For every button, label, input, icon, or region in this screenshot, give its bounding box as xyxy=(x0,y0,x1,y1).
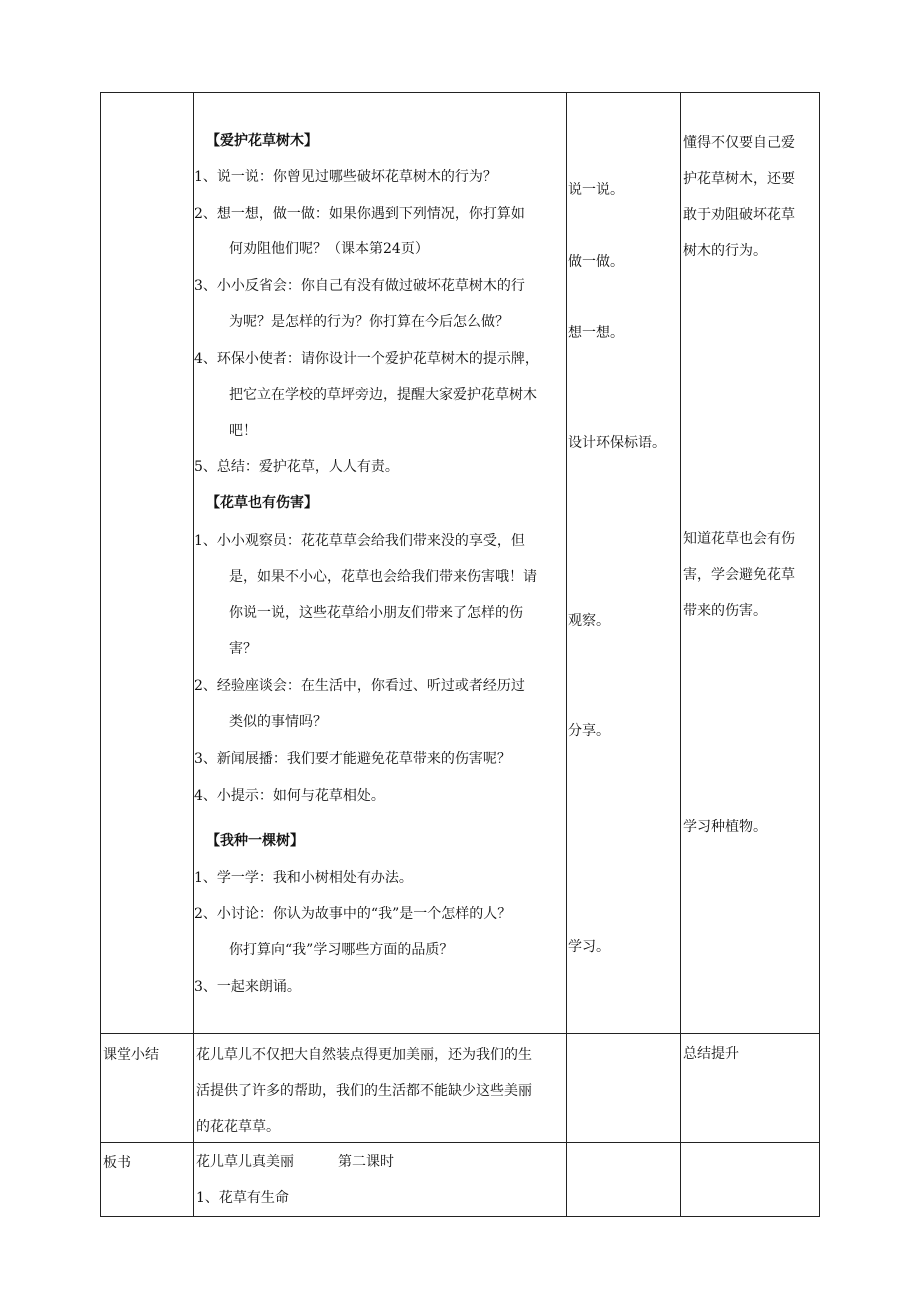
content-line: 1、说一说：你曾见过哪些破坏花草树木的行为？ xyxy=(194,169,497,185)
content-line: 你打算向“我”学习哪些方面的品质？ xyxy=(229,942,454,958)
column-divider-3 xyxy=(680,92,681,1217)
activity-item: 想一想。 xyxy=(568,325,624,341)
content-line: 为呢？是怎样的行为？你打算在今后怎么做？ xyxy=(229,314,509,330)
table-left-border xyxy=(100,92,101,1217)
content-line: 1、学一学：我和小树相处有办法。 xyxy=(194,870,413,886)
board-item: 1、花草有生命 xyxy=(196,1190,289,1206)
column-divider-1 xyxy=(193,92,194,1217)
content-line: 2、想一想，做一做：如果你遇到下列情况，你打算如 xyxy=(194,206,525,222)
row-divider-board xyxy=(100,1142,820,1143)
table-bottom-border xyxy=(100,1216,820,1217)
table-right-border xyxy=(819,92,820,1217)
content-line: 3、小小反省会：你自己有没有做过破坏花草树木的行 xyxy=(194,278,525,294)
board-label: 板书 xyxy=(103,1155,131,1171)
goal-line: 害，学会避免花草 xyxy=(683,567,795,583)
goal-line: 带来的伤害。 xyxy=(683,603,767,619)
summary-label: 课堂小结 xyxy=(103,1047,159,1063)
section-heading-plant-harm: 【花草也有伤害】 xyxy=(206,495,318,511)
board-title: 花儿草儿真美丽 xyxy=(196,1154,294,1170)
content-line: 5、总结：爱护花草，人人有责。 xyxy=(194,459,399,475)
table-top-border xyxy=(100,92,820,93)
activity-item: 设计环保标语。 xyxy=(568,435,666,451)
activity-item: 分享。 xyxy=(568,723,610,739)
goal-line: 懂得不仅要自己爱 xyxy=(683,135,795,151)
content-line: 是，如果不小心，花草也会给我们带来伤害哦！请 xyxy=(229,569,537,585)
section-heading-care-plants: 【爱护花草树木】 xyxy=(206,133,318,149)
content-line: 把它立在学校的草坪旁边，提醒大家爱护花草树木 xyxy=(229,387,537,403)
content-line: 1、小小观察员：花花草草会给我们带来没的享受，但 xyxy=(194,533,525,549)
content-line: 2、经验座谈会：在生活中，你看过、听过或者经历过 xyxy=(194,678,525,694)
content-line: 何劝阻他们呢？（课本第24页） xyxy=(229,241,429,257)
summary-line: 花儿草儿不仅把大自然装点得更加美丽，还为我们的生 xyxy=(196,1047,532,1063)
content-line: 类似的事情吗？ xyxy=(229,714,327,730)
goal-line: 护花草树木，还要 xyxy=(683,171,795,187)
content-line: 4、小提示：如何与花草相处。 xyxy=(194,788,385,804)
content-line: 吧！ xyxy=(229,423,257,439)
content-line: 4、环保小使者：请你设计一个爱护花草树木的提示牌， xyxy=(194,351,539,367)
content-line: 你说一说，这些花草给小朋友们带来了怎样的伤 xyxy=(229,605,523,621)
goal-line: 树木的行为。 xyxy=(683,243,767,259)
content-line: 2、小讨论：你认为故事中的“我”是一个怎样的人？ xyxy=(194,906,512,922)
activity-item: 说一说。 xyxy=(568,182,624,198)
goal-line: 知道花草也会有伤 xyxy=(683,531,795,547)
summary-line: 的花花草草。 xyxy=(196,1119,280,1135)
activity-item: 学习。 xyxy=(568,939,610,955)
section-heading-plant-tree: 【我种一棵树】 xyxy=(206,833,304,849)
content-line: 3、一起来朗诵。 xyxy=(194,979,301,995)
goal-line: 学习种植物。 xyxy=(683,819,767,835)
activity-item: 观察。 xyxy=(568,613,610,629)
summary-goal: 总结提升 xyxy=(683,1046,739,1062)
column-divider-2 xyxy=(566,92,567,1217)
board-lesson: 第二课时 xyxy=(338,1154,394,1170)
content-line: 3、新闻展播：我们要才能避免花草带来的伤害呢？ xyxy=(194,751,511,767)
goal-line: 敢于劝阻破坏花草 xyxy=(683,207,795,223)
content-line: 害？ xyxy=(229,641,257,657)
summary-line: 活提供了许多的帮助，我们的生活都不能缺少这些美丽 xyxy=(196,1083,532,1099)
row-divider-summary xyxy=(100,1033,820,1034)
activity-item: 做一做。 xyxy=(568,254,624,270)
